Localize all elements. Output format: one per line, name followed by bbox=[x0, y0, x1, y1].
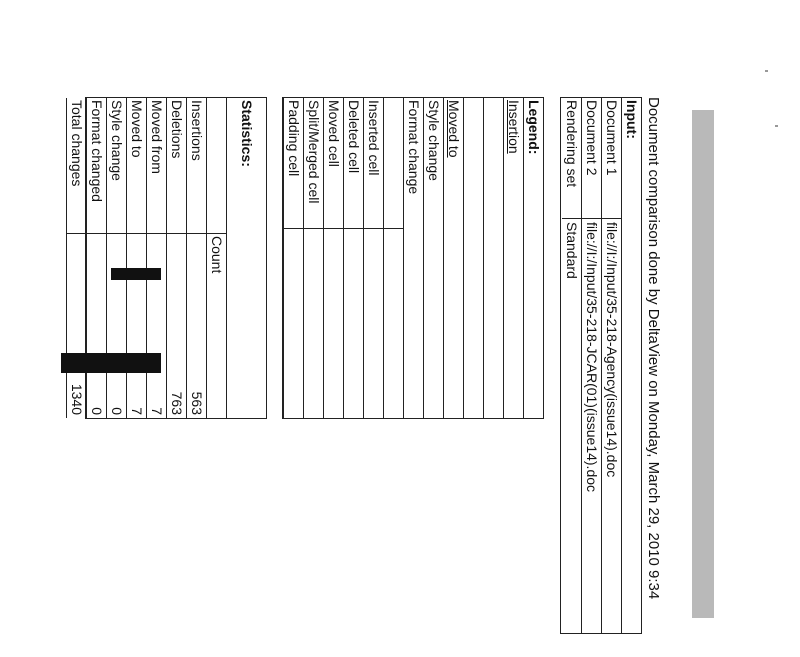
legend-split-merged-cell: Split/Merged cell bbox=[306, 100, 322, 204]
input-value: file://I:/Input/35-218-JCAR(01)(issue14).doc bbox=[582, 218, 601, 492]
legend-item bbox=[423, 98, 443, 418]
scan-artifact bbox=[61, 353, 161, 373]
legend-header-row bbox=[523, 98, 543, 418]
statistics-row: Moved to 7 bbox=[126, 98, 146, 418]
statistics-header-row bbox=[226, 98, 266, 418]
input-table bbox=[560, 97, 642, 634]
legend-moved-to: Moved to bbox=[446, 100, 462, 158]
statistics-label: Statistics: bbox=[239, 100, 255, 167]
legend-item bbox=[363, 98, 383, 418]
legend-inserted-cell: Inserted cell bbox=[366, 100, 382, 176]
input-value: Standard bbox=[562, 218, 581, 279]
scan-edge-strip bbox=[692, 110, 714, 618]
legend-deleted-cell: Deleted cell bbox=[346, 100, 362, 174]
legend-insertion: Insertion bbox=[506, 100, 522, 154]
statistics-table bbox=[69, 97, 267, 419]
legend-table bbox=[282, 97, 544, 419]
statistics-column-divider bbox=[66, 233, 226, 234]
legend-padding-cell: Padding cell bbox=[286, 100, 302, 177]
scan-speck bbox=[765, 70, 768, 72]
legend-item bbox=[323, 98, 343, 418]
statistics-row: Insertions 563 bbox=[186, 98, 206, 418]
rotated-report-page bbox=[2, 97, 662, 657]
legend-column-divider bbox=[283, 228, 403, 229]
legend-item bbox=[483, 98, 503, 418]
legend-format-change: Format change bbox=[406, 100, 422, 195]
input-key: Document 2 bbox=[584, 100, 600, 176]
input-key: Document 1 bbox=[604, 100, 620, 176]
legend-moved-cell: Moved cell bbox=[326, 100, 342, 167]
report-title: Document comparison done by DeltaView on Monday, March 29, 2010 9:34 bbox=[645, 97, 662, 600]
legend-item bbox=[383, 98, 403, 418]
legend-item bbox=[503, 98, 523, 418]
legend-item bbox=[283, 98, 303, 418]
statistics-row: Format changed 0 bbox=[86, 98, 106, 418]
statistics-total-row: Total changes 1340 bbox=[66, 98, 86, 418]
legend-item bbox=[403, 98, 423, 418]
legend-item bbox=[463, 98, 483, 418]
input-header-row bbox=[621, 98, 641, 633]
input-row-document-2 bbox=[581, 98, 601, 633]
scan-artifact bbox=[111, 268, 161, 280]
statistics-row: Style change 0 bbox=[106, 98, 126, 418]
legend-item bbox=[343, 98, 363, 418]
input-value: file://I:/Input/35-218-Agency(issue14).doc bbox=[602, 218, 621, 477]
count-header: Count bbox=[209, 236, 225, 274]
legend-style-change: Style change bbox=[426, 100, 442, 181]
statistics-count-header-row bbox=[206, 98, 226, 418]
input-row-rendering-set bbox=[562, 98, 581, 633]
legend-item bbox=[443, 98, 463, 418]
legend-label: Legend: bbox=[526, 100, 542, 155]
input-label: Input: bbox=[624, 100, 640, 139]
statistics-row: Deletions 763 bbox=[166, 98, 186, 418]
scan-speck bbox=[775, 125, 778, 127]
legend-item bbox=[303, 98, 323, 418]
statistics-row: Moved from 7 bbox=[146, 98, 166, 418]
input-key: Rendering set bbox=[564, 100, 580, 188]
input-row-document-1 bbox=[601, 98, 621, 633]
